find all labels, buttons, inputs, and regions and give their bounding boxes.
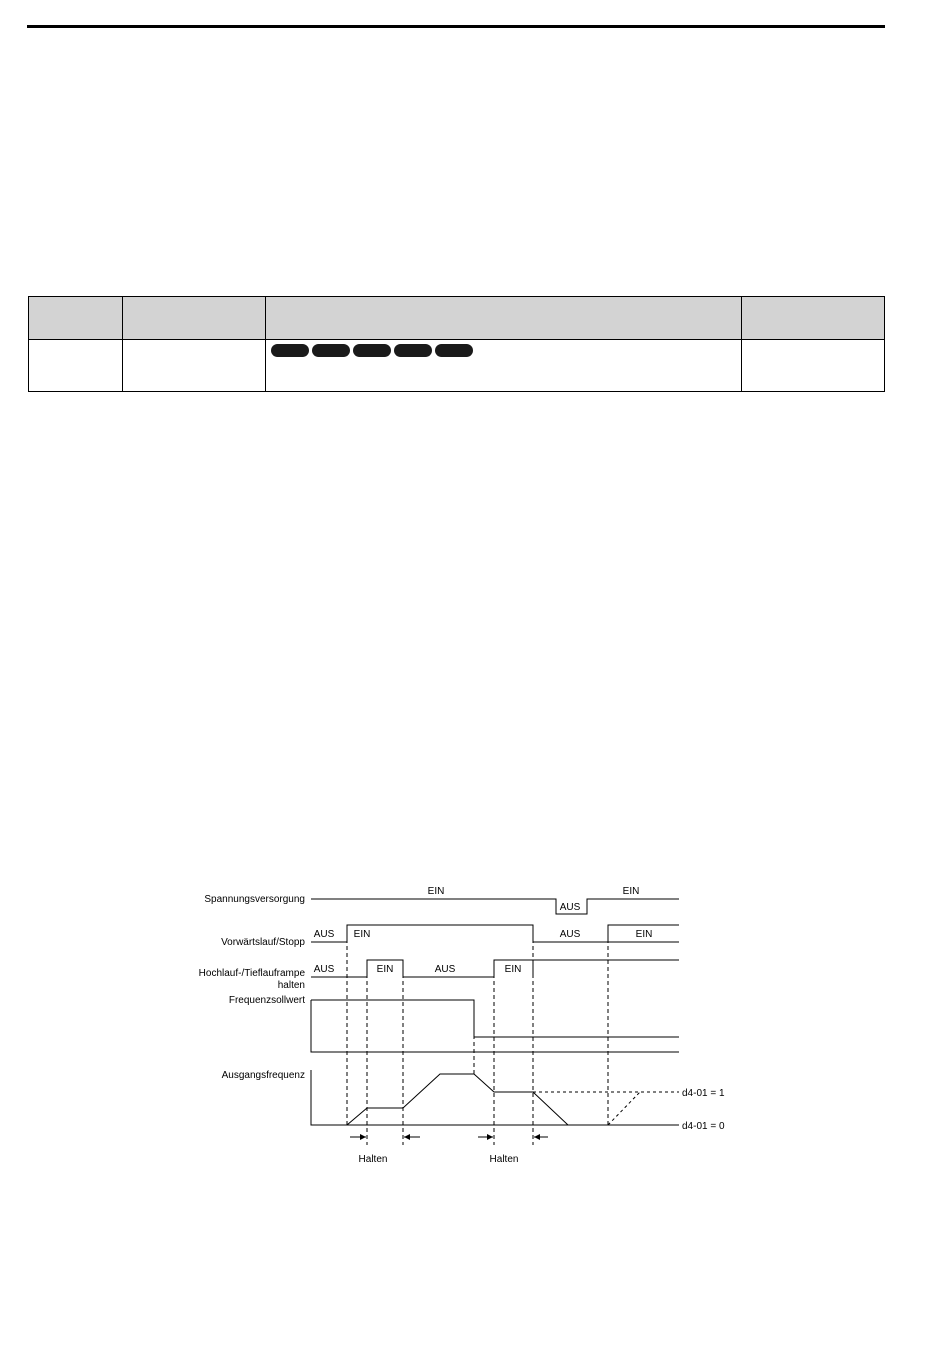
- hold-state-on: EIN: [504, 964, 522, 975]
- frequency-reference-trace: [311, 1000, 679, 1052]
- label-output-frequency: Ausgangsfrequenz: [221, 1070, 305, 1081]
- hold-label: Halten: [489, 1154, 519, 1165]
- run-state-off: AUS: [559, 929, 581, 940]
- curve-label-d4-01-0: d4-01 = 0: [682, 1121, 725, 1132]
- label-forward-run-stop: Vorwärtslauf/Stopp: [221, 937, 305, 948]
- hold-label: Halten: [358, 1154, 388, 1165]
- power-state-on: EIN: [622, 886, 640, 897]
- run-state-on: EIN: [635, 929, 653, 940]
- power-state-on: EIN: [427, 886, 445, 897]
- curve-label-d4-01-1: d4-01 = 1: [682, 1088, 725, 1099]
- output-frequency-restart-dashed: [608, 1092, 640, 1125]
- power-state-off: AUS: [559, 902, 581, 913]
- hold-state-on: EIN: [376, 964, 394, 975]
- label-power-supply: Spannungsversorgung: [204, 894, 305, 905]
- label-hold-ramp-line2: halten: [277, 980, 305, 991]
- vertical-guides: [347, 925, 608, 1145]
- run-state-off: AUS: [313, 929, 335, 940]
- frequency-reference-level: [311, 1000, 679, 1037]
- run-state-on: EIN: [353, 929, 371, 940]
- output-frequency-trace: [311, 1074, 608, 1125]
- label-hold-ramp-line1: Hochlauf-/Tieflauframpe: [198, 968, 305, 979]
- power-supply-trace: [311, 899, 679, 914]
- hold-ramp-trace: [311, 960, 533, 977]
- output-frequency-axis: [311, 1070, 679, 1125]
- label-frequency-reference: Frequenzsollwert: [228, 995, 305, 1006]
- hold-state-off: AUS: [313, 964, 335, 975]
- hold-state-off: AUS: [434, 964, 456, 975]
